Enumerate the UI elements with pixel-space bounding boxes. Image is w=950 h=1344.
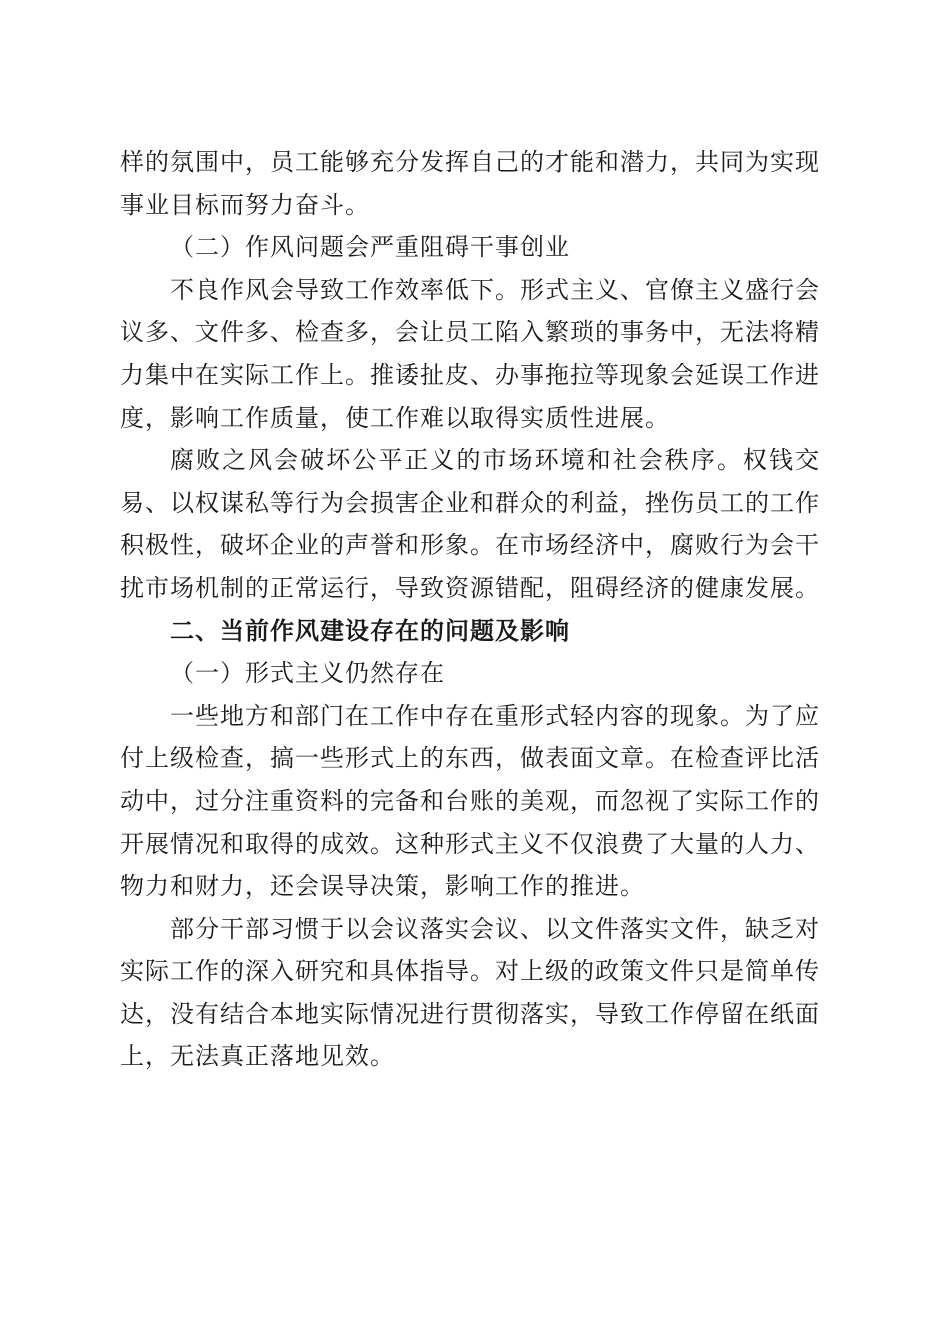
paragraph-formalism: 一些地方和部门在工作中存在重形式轻内容的现象。为了应付上级检查，搞一些形式上的东西，做表面文章。在检查评比活动中，过分注重资料的完备和台账的美观，而忽视了实际工作的开展情况和取得的成效。这种形式主义不仅浪费了大量的人力、物力和财力，还会误导决策，影响工作的推进。: [120, 701, 820, 901]
section-heading-current-problems: 二、当前作风建设存在的问题及影响: [170, 616, 570, 645]
paragraph-meetings: 部分干部习惯于以会议落实会议、以文件落实文件，缺乏对实际工作的深入研究和具体指导。对上级的政策文件只是简单传达，没有结合本地实际情况进行贯彻落实，导致工作停留在纸面上，无法真正落地见效。: [120, 914, 820, 1071]
subheading-work-style-obstacle: （二）作风问题会严重阻碍干事创业: [170, 233, 570, 262]
document-page: [120, 141, 820, 1078]
paragraph-corruption: 腐败之风会破坏公平正义的市场环境和社会秩序。权钱交易、以权谋私等行为会损害企业和群众的利益，挫伤员工的工作积极性，破坏企业的声誉和形象。在市场经济中，腐败行为会干扰市场机制的正常运行，导致资源错配，阻碍经济的健康发展。: [120, 446, 820, 602]
subheading-formalism: （一）形式主义仍然存在: [170, 659, 445, 688]
paragraph-continuation: 样的氛围中，员工能够充分发挥自己的才能和潜力，共同为实现事业目标而努力奋斗。: [120, 148, 820, 219]
paragraph-efficiency: 不良作风会导致工作效率低下。形式主义、官僚主义盛行会议多、文件多、检查多，会让员工陷入繁琐的事务中，无法将精力集中在实际工作上。推诿扯皮、办事拖拉等现象会延误工作进度，影响工作质量，使工作难以取得实质性进展。: [120, 275, 820, 432]
